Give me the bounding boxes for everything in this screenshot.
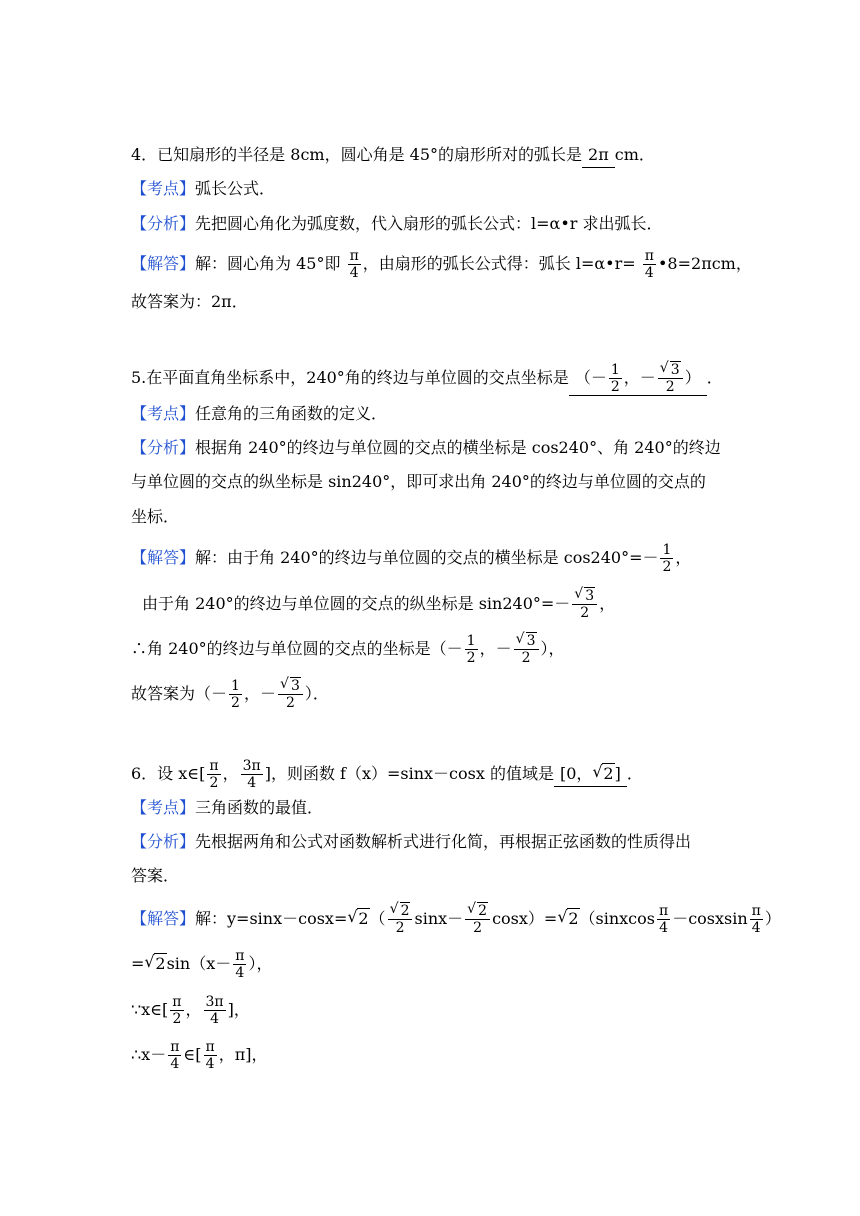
fenxi-tag: 【分析】 (131, 832, 196, 851)
q5-question: 5.在平面直角坐标系中，240°角的终边与单位圆的交点坐标是 （－ $\frac{1}{2}$ ，－ √ $\frac{3}{2}$ ） ． (131, 362, 723, 396)
q4-fenxi: 【分析】先把圆心角化为弧度数，代入扇形的弧长公式：l=α•r 求出弧长． (131, 214, 663, 233)
q5-kaodian: 【考点】任意角的三角函数的定义． (131, 404, 388, 423)
jieda-tag: 【解答】 (131, 909, 196, 928)
q6-jieda-1: 【解答】解：y=sinx－cosx=√ 2（ √ $\frac{2}{2}$ sinx－ √ $\frac{2}{2}$ cosx）=√ 2（sinxcos $\frac{\pi}{4}$ －cosxsin $\frac{\pi}{4}$ ） (131, 903, 781, 936)
q5-fenxi-3: 坐标． (131, 507, 180, 526)
q6-fenxi-2: 答案． (131, 866, 180, 885)
q4-kaodian: 【考点】弧长公式． (131, 179, 276, 198)
kaodian-tag: 【考点】 (131, 798, 196, 817)
q5-answer: （－ $\frac{1}{2}$ ，－ √ $\frac{3}{2}$ ） (569, 362, 707, 396)
q5-final: 故答案为（－ $\frac{1}{2}$ ，－ √ $\frac{3}{2}$ ）． (131, 678, 329, 711)
jieda-tag: 【解答】 (131, 254, 196, 273)
q6-question: 6．设 x∈[ $\frac{\pi}{2}$ ， $\frac{3\pi}{4}$ ]，则函数 f（x）=sinx－cosx 的值域是 [0，√ 2] ． (131, 758, 643, 791)
fenxi-tag: 【分析】 (131, 438, 196, 457)
kaodian-tag: 【考点】 (131, 179, 196, 198)
fraction-pi-over-4: $\frac{\pi}{4}$ (349, 248, 359, 281)
jieda-tag: 【解答】 (131, 548, 196, 567)
q4-final: 故答案为：2π． (131, 292, 248, 311)
q5-fenxi-2: 与单位圆的交点的纵坐标是 sin240°，即可求出角 240°的终边与单位圆的交点的 (131, 472, 706, 491)
q6-jieda-3: ∵x∈[ $\frac{\pi}{2}$ ， $\frac{3\pi}{4}$ ]， (131, 994, 250, 1027)
q4-jieda: 【解答】解：圆心角为 45°即 $\frac{\pi}{4}$ ，由扇形的弧长公式得：弧长 l=α•r= $\frac{\pi}{4}$ •8=2πcm， (131, 248, 752, 281)
fraction-pi-over-4: $\frac{\pi}{4}$ (644, 248, 654, 281)
q4-answer: 2π (582, 143, 615, 168)
q4-question: 4．已知扇形的半径是 8cm，圆心角是 45°的扇形所对的弧长是 2π cm． (131, 143, 655, 168)
q5-jieda-2: 由于角 240°的终边与单位圆的交点的纵坐标是 sin240°=－ √ $\frac{3}{2}$ ， (142, 588, 615, 621)
q6-answer: [0，√ 2] (554, 762, 627, 787)
q6-jieda-2: =√ 2sin（x－ $\frac{\pi}{4}$ ）， (131, 948, 272, 981)
q5-jieda-1: 【解答】解：由于角 240°的终边与单位圆的交点的横坐标是 cos240°=－ $\frac{1}{2}$ ， (131, 542, 692, 575)
q6-jieda-4: ∴x－ $\frac{\pi}{4}$ ∈[ $\frac{\pi}{4}$ ，π]， (131, 1039, 268, 1072)
q5-fenxi-1: 【分析】根据角 240°的终边与单位圆的交点的横坐标是 cos240°、角 240°的终边 (131, 438, 721, 457)
q6-fenxi-1: 【分析】先根据两角和公式对函数解析式进行化简，再根据正弦函数的性质得出 (131, 832, 692, 851)
fenxi-tag: 【分析】 (131, 214, 196, 233)
kaodian-tag: 【考点】 (131, 404, 196, 423)
q6-kaodian: 【考点】三角函数的最值． (131, 798, 324, 817)
q5-jieda-3: ∴角 240°的终边与单位圆的交点的坐标是（－ $\frac{1}{2}$ ，－ √ $\frac{3}{2}$ ）， (131, 633, 565, 666)
